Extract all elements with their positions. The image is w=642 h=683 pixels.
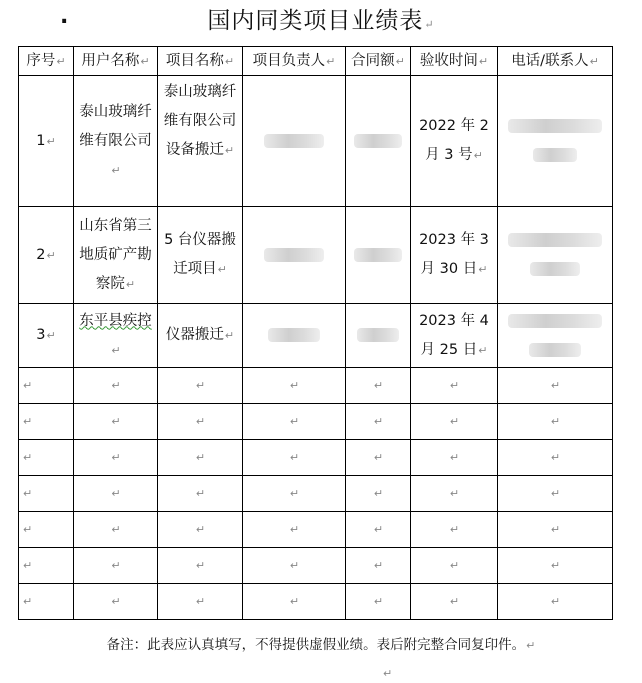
cell-project: 泰山玻璃纤维有限公司设备搬迁↵: [158, 76, 243, 207]
header-no: 序号↵: [19, 47, 74, 76]
cell-accept-time: 2023 年 4 月 25 日↵: [411, 304, 498, 368]
empty-cell: [346, 476, 411, 512]
empty-table-row: [19, 404, 613, 440]
paragraph-mark: ↵: [289, 559, 300, 572]
empty-cell: [243, 476, 346, 512]
cell-amount-redacted: [346, 207, 411, 304]
empty-cell: [498, 548, 613, 584]
cell-accept-time: 2022 年 2 月 3 号↵: [411, 76, 498, 207]
paragraph-mark: ↵: [449, 451, 460, 464]
paragraph-mark: ↵: [289, 379, 300, 392]
empty-cell: [19, 512, 74, 548]
paragraph-mark: ↵: [550, 379, 561, 392]
cell-project: 5 台仪器搬迁项目↵: [158, 207, 243, 304]
paragraph-mark: ↵: [111, 523, 121, 536]
paragraph-mark: ↵: [449, 379, 460, 392]
paragraph-mark: ↵: [111, 451, 121, 464]
paragraph-mark: ↵: [23, 415, 33, 428]
empty-cell: [243, 512, 346, 548]
empty-cell: [411, 512, 498, 548]
empty-cell: [243, 404, 346, 440]
empty-rows: [19, 368, 613, 620]
redacted-blur: [357, 328, 399, 342]
empty-cell: [346, 440, 411, 476]
empty-cell: [158, 476, 243, 512]
paragraph-mark: ↵: [550, 523, 561, 536]
paragraph-mark: ↵: [449, 415, 460, 428]
empty-cell: [19, 476, 74, 512]
paragraph-mark: ↵: [23, 487, 33, 500]
paragraph-mark: ↵: [289, 487, 300, 500]
empty-cell: [498, 512, 613, 548]
empty-cell: [346, 512, 411, 548]
paragraph-mark: ↵: [550, 559, 561, 572]
redacted-blur: [268, 328, 320, 342]
paragraph-mark: ↵: [373, 451, 384, 464]
redacted-blur: [533, 148, 577, 162]
paragraph-mark: ↵: [23, 523, 33, 536]
empty-cell: [498, 440, 613, 476]
header-user: 用户名称↵: [74, 47, 158, 76]
paragraph-mark: ↵: [550, 487, 561, 500]
empty-cell: [158, 440, 243, 476]
redacted-blur: [508, 314, 602, 328]
cell-amount-redacted: [346, 304, 411, 368]
empty-cell: [158, 404, 243, 440]
empty-table-row: [19, 476, 613, 512]
cell-manager-redacted: [243, 207, 346, 304]
empty-cell: [19, 440, 74, 476]
paragraph-mark: ↵: [449, 487, 460, 500]
cell-contact-redacted: [498, 304, 613, 368]
empty-cell: [19, 404, 74, 440]
paragraph-mark: ↵: [550, 595, 561, 608]
performance-table: [18, 46, 613, 620]
redacted-blur: [508, 119, 602, 133]
header-contact: 电话/联系人↵: [498, 47, 613, 76]
paragraph-mark: ↵: [550, 451, 561, 464]
paragraph-mark: ↵: [289, 415, 300, 428]
paragraph-mark: ↵: [289, 451, 300, 464]
empty-cell: [243, 548, 346, 584]
paragraph-mark: ↵: [383, 667, 393, 680]
empty-cell: [74, 440, 158, 476]
cell-amount-redacted: [346, 76, 411, 207]
empty-cell: [346, 368, 411, 404]
empty-table-row: [19, 368, 613, 404]
cell-contact-redacted: [498, 76, 613, 207]
redacted-blur: [530, 262, 580, 276]
empty-cell: [346, 404, 411, 440]
cell-user: 东平县疾控↵: [74, 304, 158, 368]
paragraph-mark: ↵: [373, 595, 384, 608]
paragraph-mark: ↵: [449, 595, 460, 608]
header-accept-time: 验收时间↵: [411, 47, 498, 76]
empty-cell: [74, 584, 158, 620]
empty-cell: [243, 440, 346, 476]
paragraph-mark: ↵: [23, 379, 33, 392]
paragraph-mark: ↵: [23, 595, 33, 608]
empty-table-row: [19, 512, 613, 548]
empty-cell: [411, 548, 498, 584]
empty-cell: [19, 584, 74, 620]
empty-cell: [498, 476, 613, 512]
empty-cell: [158, 548, 243, 584]
redacted-blur: [264, 134, 324, 148]
empty-cell: [498, 584, 613, 620]
header-manager: 项目负责人↵: [243, 47, 346, 76]
paragraph-mark: ↵: [111, 415, 121, 428]
cell-no: 2↵: [19, 207, 74, 304]
empty-cell: [346, 548, 411, 584]
table-row: [19, 207, 613, 304]
empty-cell: [411, 404, 498, 440]
empty-table-row: [19, 440, 613, 476]
empty-cell: [19, 548, 74, 584]
empty-cell: [243, 368, 346, 404]
document-title: 国内同类项目业绩表↵: [207, 8, 435, 34]
redacted-blur: [508, 233, 602, 247]
table-row: [19, 304, 613, 368]
table-row: [19, 76, 613, 207]
redacted-blur: [264, 248, 324, 262]
redacted-blur: [529, 343, 581, 357]
paragraph-mark: ↵: [289, 523, 300, 536]
empty-cell: [74, 548, 158, 584]
empty-cell: [498, 404, 613, 440]
paragraph-mark: ↵: [111, 559, 121, 572]
paragraph-mark: ↵: [449, 559, 460, 572]
empty-cell: [74, 512, 158, 548]
paragraph-mark: ↵: [195, 559, 206, 572]
header-amount: 合同额↵: [346, 47, 411, 76]
cell-manager-redacted: [243, 76, 346, 207]
redacted-blur: [354, 134, 402, 148]
paragraph-mark: ↵: [195, 451, 206, 464]
empty-cell: [411, 476, 498, 512]
paragraph-mark: ↵: [111, 595, 121, 608]
paragraph-mark: ↵: [289, 595, 300, 608]
paragraph-mark: ↵: [373, 379, 384, 392]
paragraph-mark: ↵: [195, 487, 206, 500]
paragraph-mark: ↵: [195, 595, 206, 608]
paragraph-mark: ↵: [550, 415, 561, 428]
paragraph-mark: ↵: [23, 559, 33, 572]
empty-table-row: [19, 548, 613, 584]
cell-user: 山东省第三地质矿产勘察院↵: [74, 207, 158, 304]
cell-accept-time: 2023 年 3 月 30 日↵: [411, 207, 498, 304]
empty-cell: [158, 512, 243, 548]
bullet-dot: .: [60, 4, 69, 29]
paragraph-mark: ↵: [195, 379, 206, 392]
paragraph-mark: ↵: [195, 523, 206, 536]
header-project: 项目名称↵: [158, 47, 243, 76]
empty-cell: [158, 368, 243, 404]
footnote: 备注：此表应认真填写，不得提供虚假业绩。表后附完整合同复印件。↵: [106, 637, 536, 653]
paragraph-mark: ↵: [449, 523, 460, 536]
empty-cell: [19, 368, 74, 404]
empty-cell: [74, 368, 158, 404]
empty-cell: [74, 404, 158, 440]
empty-cell: [74, 476, 158, 512]
empty-table-row: [19, 584, 613, 620]
paragraph-mark: ↵: [195, 415, 206, 428]
cell-user: 泰山玻璃纤维有限公司↵: [74, 76, 158, 207]
cell-manager-redacted: [243, 304, 346, 368]
paragraph-mark: ↵: [23, 451, 33, 464]
paragraph-mark: ↵: [111, 487, 121, 500]
empty-cell: [411, 584, 498, 620]
cell-project: 仪器搬迁↵: [158, 304, 243, 368]
paragraph-mark: ↵: [373, 415, 384, 428]
empty-cell: [411, 440, 498, 476]
cell-no: 3↵: [19, 304, 74, 368]
cell-no: 1↵: [19, 76, 74, 207]
paragraph-mark: ↵: [373, 523, 384, 536]
paragraph-mark: ↵: [111, 379, 121, 392]
empty-cell: [498, 368, 613, 404]
cell-contact-redacted: [498, 207, 613, 304]
empty-cell: [411, 368, 498, 404]
paragraph-mark: ↵: [373, 487, 384, 500]
paragraph-mark: ↵: [373, 559, 384, 572]
redacted-blur: [354, 248, 402, 262]
empty-cell: [346, 584, 411, 620]
table-header-row: [19, 47, 613, 76]
empty-cell: [243, 584, 346, 620]
empty-cell: [158, 584, 243, 620]
